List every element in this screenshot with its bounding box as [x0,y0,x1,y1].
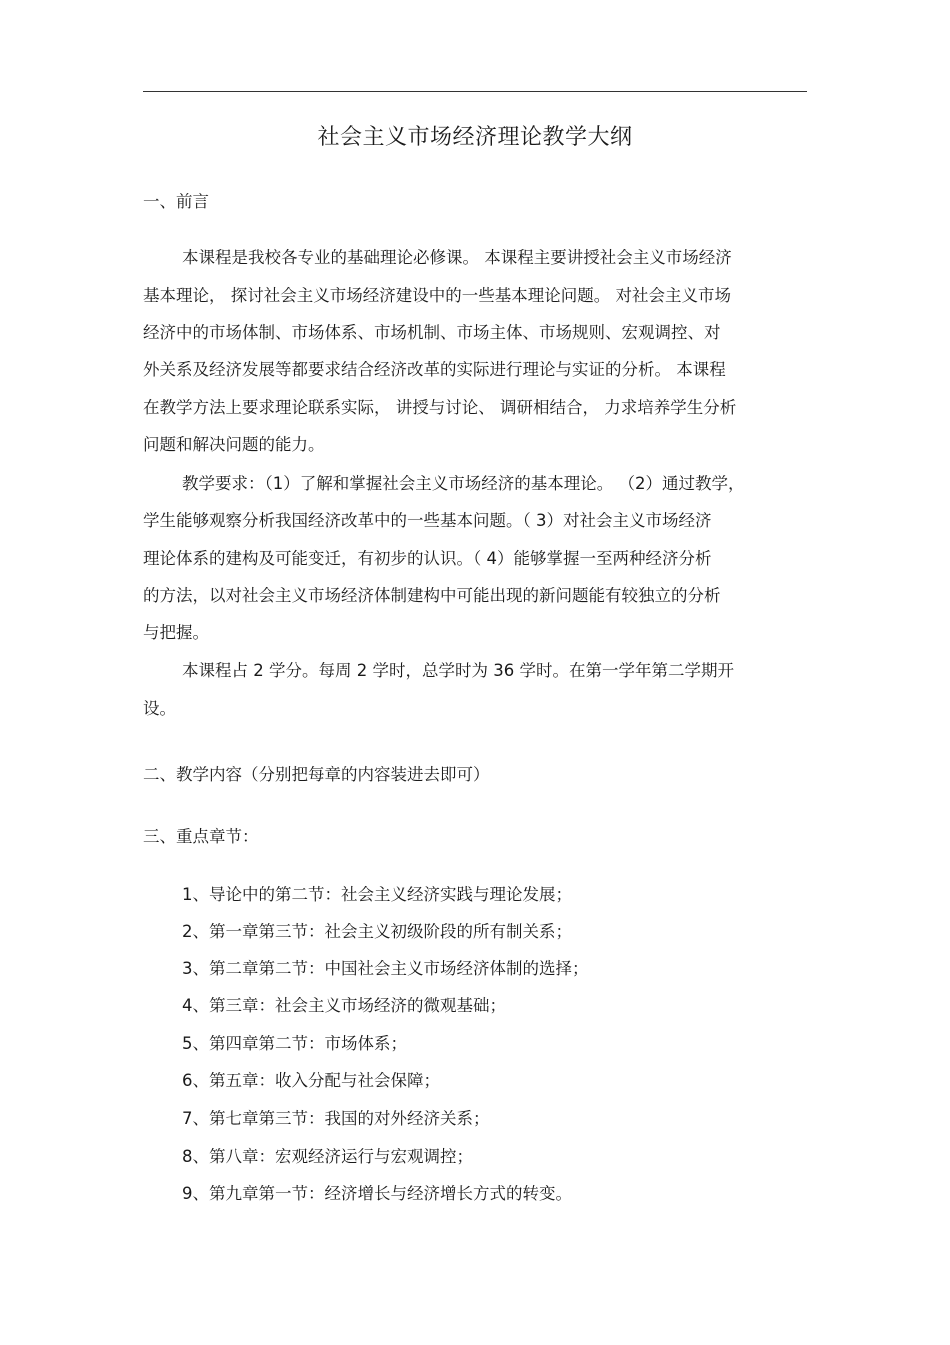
paragraph-line: 在教学方法上要求理论联系实际， 讲授与讨论、 调研相结合， 力求培养学生分析 [143,398,737,417]
list-item: 5、第四章第二节：市场体系； [182,1034,407,1053]
paragraph-line: 设。 [143,699,176,718]
paragraph-line: 教学要求：（1）了解和掌握社会主义市场经济的基本理论。 （2）通过教学， [182,474,745,493]
list-item: 2、第一章第三节：社会主义初级阶段的所有制关系； [182,922,572,941]
paragraph-line: 本课程是我校各专业的基础理论必修课。 本课程主要讲授社会主义市场经济 [182,248,732,267]
paragraph-line: 学生能够观察分析我国经济改革中的一些基本问题。（ 3）对社会主义市场经济 [143,511,712,530]
list-item: 8、第八章：宏观经济运行与宏观调控； [182,1147,473,1166]
paragraph-line: 基本理论， 探讨社会主义市场经济建设中的一些基本理论问题。 对社会主义市场 [143,286,731,305]
list-item: 3、第二章第二节：中国社会主义市场经济体制的选择； [182,959,589,978]
section-heading-content: 二、教学内容（分别把每章的内容装进去即可） [143,765,490,784]
paragraph-line: 问题和解决问题的能力。 [143,435,325,454]
paragraph-line: 与把握。 [143,623,209,642]
paragraph-line: 理论体系的建构及可能变迁，有初步的认识。（ 4）能够掌握一至两种经济分析 [143,549,712,568]
list-item: 9、第九章第一节：经济增长与经济增长方式的转变。 [182,1184,572,1203]
section-heading-key-chapters: 三、重点章节： [143,827,259,846]
section-heading-preface: 一、前言 [143,192,209,211]
list-item: 7、第七章第三节：我国的对外经济关系； [182,1109,490,1128]
paragraph-line: 的方法，以对社会主义市场经济体制建构中可能出现的新问题能有较独立的分析 [143,586,721,605]
list-item: 1、导论中的第二节：社会主义经济实践与理论发展； [182,885,572,904]
paragraph-line: 外关系及经济发展等都要求结合经济改革的实际进行理论与实证的分析。 本课程 [143,360,726,379]
header-rule [143,91,807,92]
paragraph-line: 经济中的市场体制、市场体系、市场机制、市场主体、市场规则、宏观调控、对 [143,323,721,342]
document-title: 社会主义市场经济理论教学大纲 [317,125,633,150]
list-item: 4、第三章：社会主义市场经济的微观基础； [182,996,506,1015]
list-item: 6、第五章：收入分配与社会保障； [182,1071,440,1090]
paragraph-line: 本课程占 2 学分。每周 2 学时，总学时为 36 学时。在第一学年第二学期开 [182,661,734,680]
